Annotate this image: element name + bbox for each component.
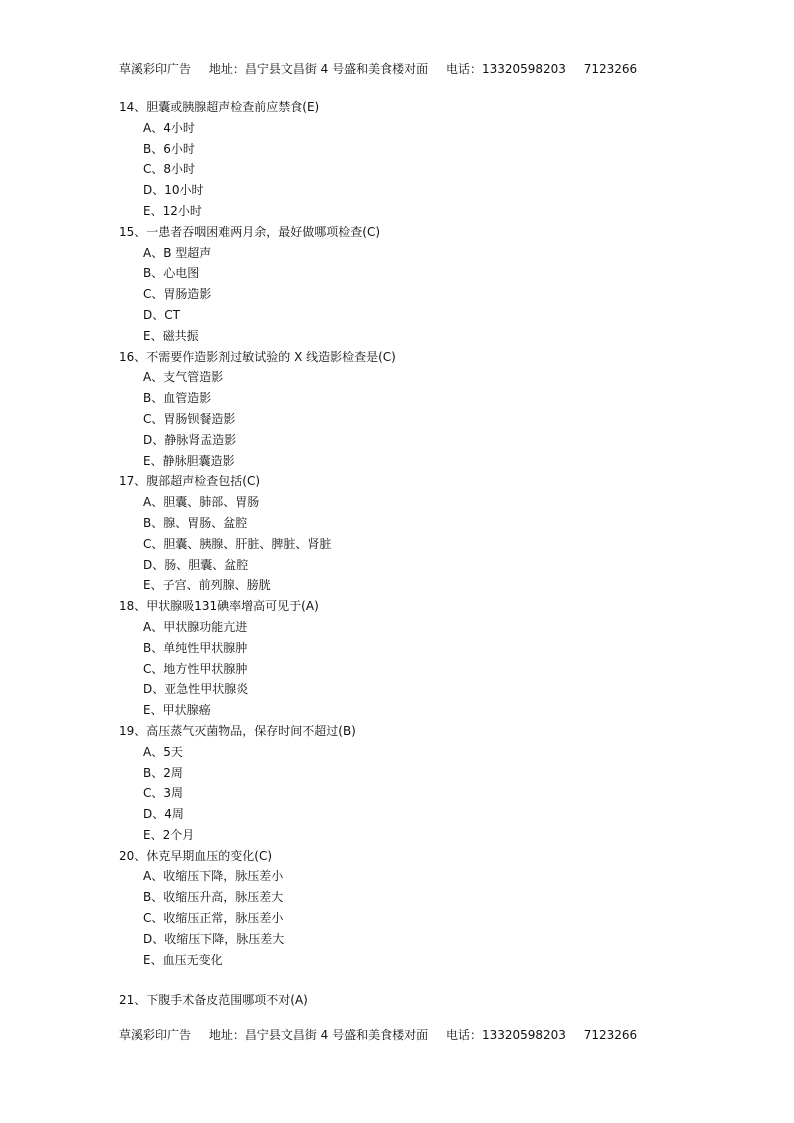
question-text: 20、休克早期血压的变化(C) [119, 848, 273, 863]
option-b: B、血管造影 [143, 391, 212, 406]
page-footer [119, 1026, 651, 1043]
question-14 [119, 97, 759, 222]
header-phone2: 7123266 [583, 62, 638, 76]
option-c: C、胆囊、胰腺、肝脏、脾脏、肾脏 [143, 536, 332, 551]
header-address: 地址：昌宁县文昌街 4 号盛和美食楼对面 [208, 62, 429, 76]
option-b: B、心电图 [143, 266, 200, 281]
option-e: E、血压无变化 [143, 952, 223, 967]
footer-address: 地址：昌宁县文昌街 4 号盛和美食楼对面 [208, 1028, 429, 1042]
question-text: 14、胆囊或胰腺超声检查前应禁食(E) [119, 100, 320, 114]
option-e: E、静脉胆囊造影 [143, 453, 235, 468]
header-phone: 电话：13320598203 [445, 62, 566, 76]
option-d: D、收缩压下降，脉压差大 [143, 931, 285, 946]
question-17 [119, 471, 759, 596]
option-c: C、收缩压正常，脉压差小 [143, 911, 284, 926]
question-21-text: 21、下腹手术备皮范围哪项不对(A) [119, 993, 308, 1008]
option-b: B、6小时 [143, 141, 195, 156]
option-b: B、单纯性甲状腺肿 [143, 640, 248, 655]
option-e: E、磁共振 [143, 328, 199, 343]
option-c: C、胃肠钡餐造影 [143, 411, 236, 426]
question-15 [119, 222, 759, 347]
option-a: A、胆囊、肺部、胃肠 [143, 495, 260, 510]
footer-phone: 电话：13320598203 [445, 1028, 566, 1042]
option-b: B、腺、胃肠、盆腔 [143, 515, 248, 530]
spacer [119, 970, 759, 990]
option-a: A、5天 [143, 744, 183, 759]
option-e: E、子宫、前列腺、膀胱 [143, 578, 271, 593]
option-e: E、甲状腺癌 [143, 703, 211, 718]
question-text: 15、一患者吞咽困难两月余，最好做哪项检查(C) [119, 224, 381, 239]
option-b: B、2周 [143, 765, 183, 780]
option-a: A、支气管造影 [143, 370, 224, 385]
option-a: A、收缩压下降，脉压差小 [143, 869, 284, 884]
option-b: B、收缩压升高，脉压差大 [143, 890, 284, 905]
option-e: E、2个月 [143, 827, 195, 842]
option-c: C、3周 [143, 786, 184, 801]
option-c: C、地方性甲状腺肿 [143, 661, 248, 676]
option-d: D、CT [143, 307, 180, 322]
option-c: C、胃肠造影 [143, 287, 212, 302]
option-a: A、B 型超声 [143, 245, 212, 260]
option-d: D、静脉肾盂造影 [143, 432, 237, 447]
option-a: A、甲状腺功能亢进 [143, 619, 248, 634]
question-20 [119, 846, 759, 971]
option-c: C、8小时 [143, 162, 196, 177]
question-text: 18、甲状腺吸131碘率增高可见于(A) [119, 599, 319, 614]
question-list [119, 97, 759, 1011]
question-16 [119, 347, 759, 472]
option-d: D、4周 [143, 807, 184, 822]
question-18 [119, 596, 759, 721]
question-text: 17、腹部超声检查包括(C) [119, 474, 261, 489]
header-company: 草溪彩印广告 [119, 62, 192, 76]
footer-company: 草溪彩印广告 [119, 1028, 192, 1042]
option-d: D、10小时 [143, 183, 204, 198]
question-text: 16、不需要作造影剂过敏试验的 X 线造影检查是(C) [119, 349, 396, 364]
question-text: 19、高压蒸气灭菌物品，保存时间不超过(B) [119, 723, 356, 738]
option-d: D、肠、胆囊、盆腔 [143, 557, 249, 572]
question-19 [119, 721, 759, 846]
page-header [119, 60, 651, 77]
option-e: E、12小时 [143, 203, 202, 218]
option-d: D、亚急性甲状腺炎 [143, 682, 249, 697]
footer-phone2: 7123266 [583, 1028, 638, 1042]
option-a: A、4小时 [143, 120, 195, 135]
